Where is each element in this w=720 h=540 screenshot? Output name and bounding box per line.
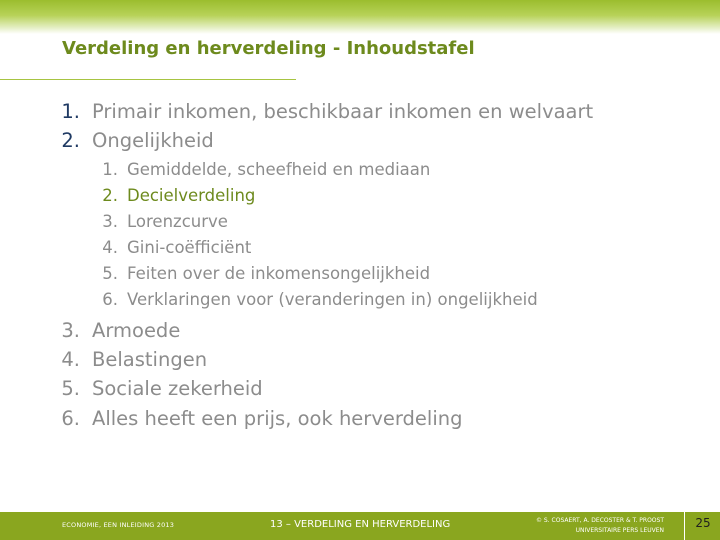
toc-item-label: Belastingen (92, 348, 208, 371)
toc-subitem-label: Feiten over de inkomensongelijkheid (127, 264, 431, 283)
toc-item-label: Sociale zekerheid (92, 377, 263, 400)
toc-item-number: 1. (61, 100, 80, 123)
footer-copyright (536, 516, 664, 536)
toc-subitem-label: Gini-coëfficiënt (127, 238, 252, 257)
toc-item-label: Alles heeft een prijs, ook herverdeling (92, 407, 463, 430)
page-number: 25 (695, 516, 711, 530)
toc-subitem-label: Gemiddelde, scheefheid en mediaan (127, 160, 431, 179)
toc-item-number: 2. (61, 129, 80, 152)
toc-subitem-label: Decielverdeling (127, 186, 256, 205)
toc-subitem-number: 5. (102, 264, 118, 283)
slide-title: Verdeling en herverdeling - Inhoudstafel (62, 38, 475, 59)
toc-item-number: 6. (61, 407, 80, 430)
toc-item-number: 5. (61, 377, 80, 400)
footer-course-title: ECONOMIE, EEN INLEIDING 2013 (62, 521, 175, 529)
toc-subitem-number: 4. (102, 238, 118, 257)
footer-chapter-title: 13 – VERDELING EN HERVERDELING (270, 519, 451, 530)
toc-item-label: Ongelijkheid (92, 129, 214, 152)
toc-subitem-number: 6. (102, 290, 118, 309)
toc-item-label: Armoede (92, 319, 181, 342)
toc-subitem-number: 3. (102, 212, 118, 231)
footer-authors: © S. COSAERT, A. DECOSTER & T. PROOST (536, 517, 665, 524)
footer-divider (684, 512, 685, 540)
footer-publisher: UNIVERSITAIRE PERS LEUVEN (575, 527, 665, 534)
toc-subitem-number: 2. (102, 186, 118, 205)
toc-subitem-label: Lorenzcurve (127, 212, 228, 231)
toc-item-label: Primair inkomen, beschikbaar inkomen en welvaart (92, 100, 594, 123)
toc-item-number: 4. (61, 348, 80, 371)
toc-item-number: 3. (61, 319, 80, 342)
toc-subitem-number: 1. (102, 160, 118, 179)
toc-subitem-label: Verklaringen voor (veranderingen in) ongelijkheid (127, 290, 538, 309)
